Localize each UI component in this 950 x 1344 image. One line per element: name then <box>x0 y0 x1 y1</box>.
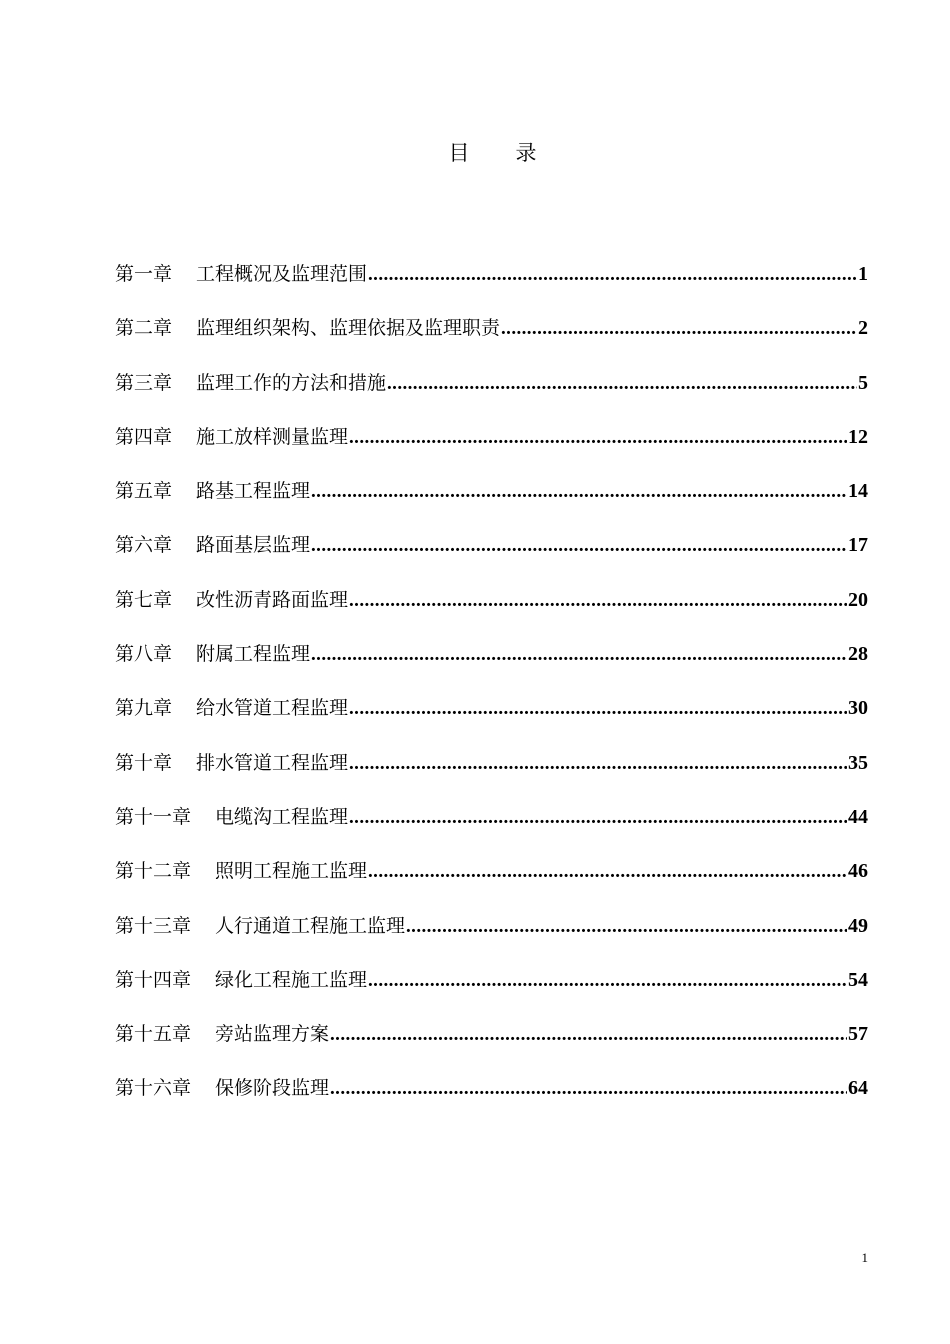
toc-entry-12[interactable] <box>115 856 868 910</box>
toc-page-number: 20 <box>848 588 868 611</box>
toc-title: 照明工程施工监理 <box>215 860 368 883</box>
footer-page-number: 1 <box>861 1250 868 1265</box>
toc-chapter: 第十一章 <box>115 805 192 828</box>
toc-dot-leader <box>311 640 847 670</box>
toc-chapter: 第二章 <box>115 317 173 340</box>
table-of-contents <box>115 259 868 1128</box>
toc-dot-leader <box>349 803 847 833</box>
toc-chapter: 第十三章 <box>115 914 192 937</box>
toc-title: 工程概况及监理范围 <box>196 263 368 285</box>
toc-dot-leader <box>349 586 847 616</box>
toc-entry-8[interactable] <box>115 639 868 693</box>
toc-dot-leader <box>311 477 847 507</box>
toc-page-number: 35 <box>848 751 868 774</box>
toc-entry-9[interactable] <box>115 693 868 747</box>
toc-page-number: 28 <box>848 643 868 666</box>
toc-title: 路基工程监理 <box>196 480 311 503</box>
toc-page-number: 30 <box>848 697 868 720</box>
toc-page-number: 2 <box>858 317 868 340</box>
toc-chapter: 第五章 <box>115 480 173 503</box>
page-title-right: 录 <box>515 141 537 165</box>
toc-chapter: 第十章 <box>115 751 173 774</box>
toc-chapter: 第十二章 <box>115 860 192 883</box>
toc-title: 电缆沟工程监理 <box>215 805 349 828</box>
toc-title: 监理组织架构、监理依据及监理职责 <box>196 317 501 340</box>
page-title <box>0 138 950 168</box>
toc-entry-13[interactable] <box>115 911 868 965</box>
toc-page-number: 57 <box>848 1023 868 1046</box>
toc-title: 旁站监理方案 <box>215 1023 330 1046</box>
toc-title: 改性沥青路面监理 <box>196 588 349 611</box>
toc-dot-leader <box>406 912 847 942</box>
toc-page-number: 17 <box>848 534 868 557</box>
toc-entry-14[interactable] <box>115 965 868 1019</box>
toc-dot-leader <box>349 423 847 453</box>
toc-title: 排水管道工程监理 <box>196 751 349 774</box>
toc-entry-7[interactable] <box>115 585 868 639</box>
toc-title: 给水管道工程监理 <box>196 697 349 720</box>
toc-page-number: 12 <box>848 425 868 448</box>
toc-entry-16[interactable] <box>115 1073 868 1127</box>
toc-chapter: 第六章 <box>115 534 173 557</box>
toc-page-number: 44 <box>848 805 868 828</box>
toc-entry-10[interactable] <box>115 748 868 802</box>
toc-entry-2[interactable] <box>115 313 868 367</box>
toc-chapter: 第十四章 <box>115 968 192 991</box>
toc-entry-15[interactable] <box>115 1019 868 1073</box>
toc-page-number: 14 <box>848 480 868 503</box>
toc-entry-3[interactable] <box>115 368 868 422</box>
toc-dot-leader <box>349 749 847 779</box>
toc-dot-leader <box>501 314 857 344</box>
toc-entry-4[interactable] <box>115 422 868 476</box>
toc-page-number: 54 <box>848 968 868 991</box>
toc-dot-leader <box>368 966 847 996</box>
toc-title: 绿化工程施工监理 <box>215 968 368 991</box>
toc-chapter: 第七章 <box>115 588 173 611</box>
toc-chapter: 第一章 <box>115 263 173 285</box>
page-title-left: 目 <box>448 141 470 165</box>
toc-entry-6[interactable] <box>115 530 868 584</box>
toc-page-number: 46 <box>848 860 868 883</box>
toc-title: 路面基层监理 <box>196 534 311 557</box>
toc-chapter: 第四章 <box>115 425 173 448</box>
toc-entry-1[interactable] <box>115 259 868 313</box>
toc-title: 监理工作的方法和措施 <box>196 371 387 394</box>
toc-dot-leader <box>330 1020 847 1050</box>
toc-entry-11[interactable] <box>115 802 868 856</box>
toc-title: 人行通道工程施工监理 <box>215 914 406 937</box>
toc-dot-leader <box>368 857 847 887</box>
toc-page-number: 64 <box>848 1077 868 1100</box>
toc-page-number: 49 <box>848 914 868 937</box>
toc-chapter: 第十六章 <box>115 1077 192 1100</box>
toc-dot-leader <box>387 369 857 399</box>
toc-title: 保修阶段监理 <box>215 1077 330 1100</box>
toc-chapter: 第九章 <box>115 697 173 720</box>
toc-title: 施工放样测量监理 <box>196 425 349 448</box>
toc-chapter: 第三章 <box>115 371 173 394</box>
toc-dot-leader <box>349 694 847 724</box>
toc-chapter: 第八章 <box>115 643 173 666</box>
toc-dot-leader <box>311 531 847 561</box>
toc-title: 附属工程监理 <box>196 643 311 666</box>
toc-chapter: 第十五章 <box>115 1023 192 1046</box>
toc-dot-leader <box>368 260 857 290</box>
toc-dot-leader <box>330 1074 847 1104</box>
toc-page-number: 1 <box>858 263 868 285</box>
toc-page-number: 5 <box>858 371 868 394</box>
toc-entry-5[interactable] <box>115 476 868 530</box>
